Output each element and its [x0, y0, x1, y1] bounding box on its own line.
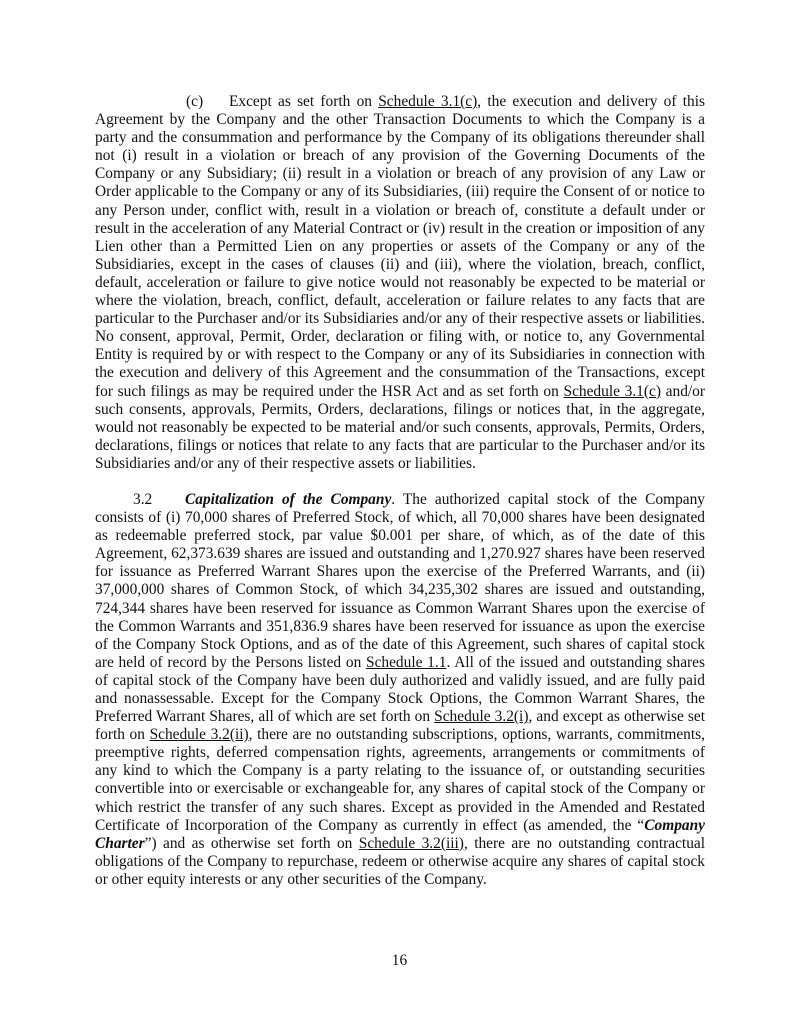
schedule-ref: Schedule 3.2(i): [434, 708, 529, 726]
section-text: , and except as otherwise set forth on: [95, 708, 705, 744]
schedule-ref: Schedule 3.2(iii): [358, 834, 464, 852]
schedule-ref: Schedule 3.1(c): [378, 93, 478, 110]
section-3-1-c: [95, 93, 705, 473]
clause-text: , the execution and delivery of this Agreement by the Company and the other Transaction Documents to which the Company is a party and the consummation and performance by the Company of its obligations thereunder shall not (i) result in a violation or breach of any provision of the Governing Documents of the Company or any Subsidiary; (ii) result in a violation or breach of any provision of any Law or Order applicable to the Company or any of its Subsidiaries, (iii) require the Consent of or notice to any Person under, conflict with, result in a violation or breach of, constitute a default under or result in the acceleration of any Material Contract or (iv) result in the creation or imposition of any Lien other than a Permitted Lien on any properties or assets of the Company or any of the Subsidiaries, except in the cases of clauses (ii) and (iii), where the violation, breach, conflict, default, acceleration or failure to give notice would not reasonably be expected to be material or where the violation, breach, conflict, default, acceleration or failure relates to any facts that are particular to the Purchaser and/or its Subsidiaries and/or any of their respective assets or liabilities. No consent, approval, Permit, Order, declaration or filing with, or notice to, any Governmental Entity is required by or with respect to the Company or any of its Subsidiaries in connection with the execution and delivery of this Agreement and the consummation of the Transactions, except for such filings as may be required under the HSR Act and as set forth on: [95, 93, 705, 400]
section-text: ”) and as otherwise set forth on: [144, 834, 359, 852]
schedule-ref: Schedule 3.1(c): [563, 382, 661, 400]
section-3-2: [95, 491, 705, 889]
page-number: 16: [391, 952, 408, 969]
section-text: . All of the issued and outstanding shares of capital stock of the Company have been duly authorized and validly issued, and are fully paid and nonassessable. Except for the Company Stock Options, the Common Warrant Shares, the Preferred Warrant Shares, all of which are set forth on: [95, 653, 705, 726]
clause-text: and/or such consents, approvals, Permits, Orders, declarations, filings or notices that, in the aggregate, would not reasonably be expected to be material and/or such consents, approvals, Permits, Orders, declarations, filings or notices that relate to any facts that are particular to the Purchaser and/or its Subsidiaries and/or any of their respective assets or liabilities.: [95, 382, 705, 472]
defined-term: Company Charter: [95, 816, 705, 852]
schedule-ref: Schedule 1.1: [366, 653, 447, 671]
section-heading: Capitalization of the Company: [185, 490, 392, 508]
clause-text: Except as set forth on: [229, 93, 379, 110]
clause-label: (c): [186, 93, 204, 110]
section-text: . The authorized capital stock of the Company consists of (i) 70,000 shares of Preferred Stock, of which, all 70,000 shares have been designated as redeemable preferred stock, par value $0.001 per share, of which, as of the date of this Agreement, 62,373.639 shares are issued and outstanding and 1,270.927 shares have been reserved for issuance as Preferred Warrant Shares upon the exercise of the Preferred Warrants, and (ii) 37,000,000 shares of Common Stock, of which 34,235,302 shares are issued and outstanding, 724,344 shares have been reserved for issuance as Common Warrant Shares upon the exercise of the Common Warrants and 351,836.9 shares have been reserved for issuance as upon the exercise of the Company Stock Options, and as of the date of this Agreement, such shares of capital stock are held of record by the Persons listed on: [95, 490, 705, 671]
section-text: , there are no outstanding contractual obligations of the Company to repurchase, redeem or otherwise acquire any shares of capital stock or other equity interests or any other securities of the Company.: [95, 834, 705, 888]
section-number: 3.2: [133, 490, 153, 508]
document-page: [95, 93, 705, 889]
section-text: , there are no outstanding subscriptions, options, warrants, commitments, preemptive rights, deferred compensation rights, agreements, arrangements or commitments of any kind to which the Company is a party relating to the issuance of, or outstanding securities convertible into or exercisable or exchangeable for, any shares of capital stock of the Company or which restrict the transfer of any such shares. Except as provided in the Amended and Restated Certificate of Incorporation of the Company as currently in effect (as amended, the “: [95, 726, 705, 834]
schedule-ref: Schedule 3.2(ii): [149, 726, 249, 744]
